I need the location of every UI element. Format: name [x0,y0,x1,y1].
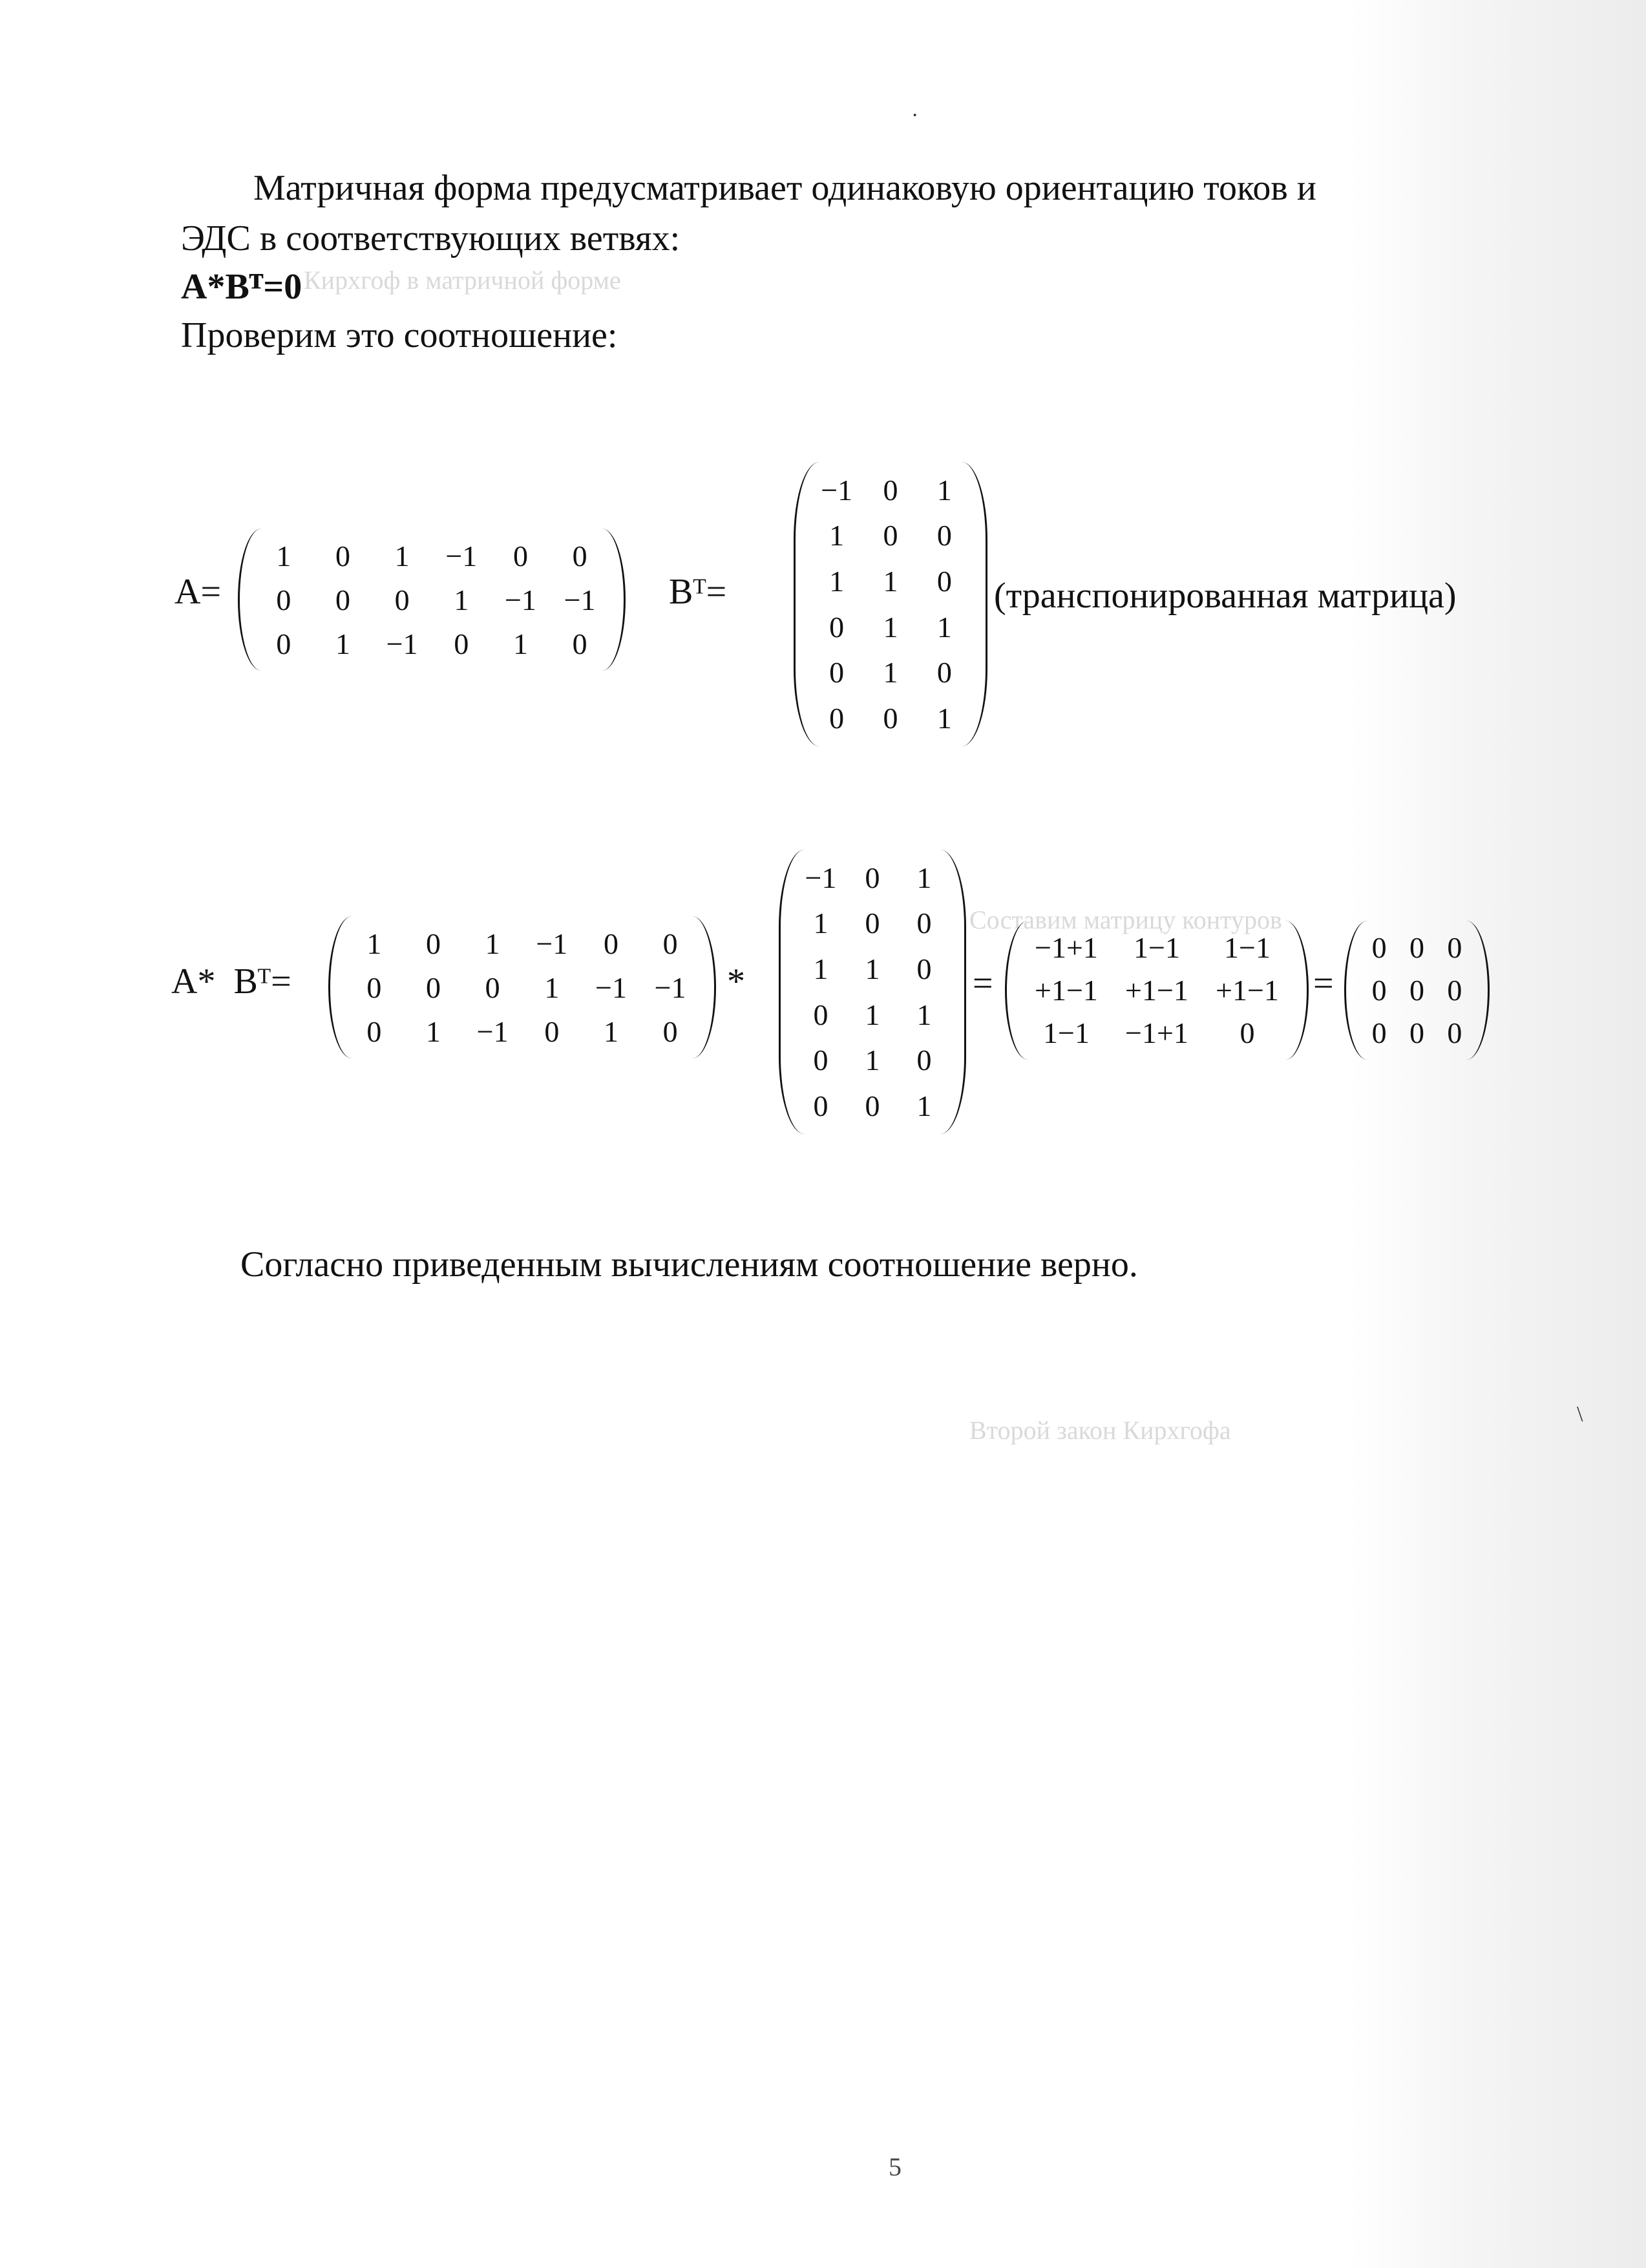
relation-formula: A*Bᵀ=0 [181,267,302,307]
matrix-cell: 0 [916,1044,932,1077]
matrix-cell: 0 [936,656,952,689]
transposed-note: (транспонированная матрица) [994,576,1457,616]
matrix-cell: 0 [916,952,932,986]
matrix-cell: 0 [1447,1016,1462,1050]
matrix-bt [794,462,987,746]
matrix-a-label: A= [174,572,222,612]
matrix-cell: 1 [425,1014,441,1048]
matrix-cell: 0 [813,1044,828,1077]
matrix-cell: 0 [1371,1016,1387,1050]
matrix-cell: 0 [425,971,441,1004]
result-zero-matrix [1344,921,1490,1060]
matrix-cell: 1 [936,473,952,507]
matrix-cell: 0 [936,565,952,598]
page-number: 5 [889,2152,902,2181]
scan-speck: \ [1577,1402,1583,1426]
bleed-through-text: Кирхгоф в матричной форме [304,266,621,295]
matrix-cell: 1 [544,971,560,1004]
conclusion-text: Согласно приведенным вычислениям соотношение верно. [240,1244,1138,1285]
matrix-cell: 0 [1371,930,1387,964]
matrix-cell: 0 [425,927,441,960]
equals-sign-1: = [973,963,993,1003]
matrix-cell: 0 [366,1014,382,1048]
matrix-cell: 0 [865,907,880,940]
matrix-cell: 0 [335,539,350,572]
matrix-cell: 0 [936,519,952,552]
matrix-cell: 1 [865,998,880,1031]
matrix-cell: 1 [916,998,932,1031]
matrix-cell: 1−1 [1224,930,1271,964]
product-matrix-a [328,916,716,1058]
matrix-cell: 1 [883,610,898,644]
matrix-cell: 0 [813,998,828,1031]
matrix-cell: 0 [572,539,587,572]
matrix-cell: 1 [829,565,845,598]
equals-sign-2: = [1313,963,1334,1003]
matrix-cell: 1 [936,610,952,644]
matrix-cell: 1 [865,952,880,986]
matrix-cell: 0 [829,610,845,644]
matrix-cell: 0 [454,627,469,660]
matrix-cell: 1−1 [1043,1016,1090,1050]
matrix-cell: −1+1 [1035,930,1098,964]
matrix-cell: 0 [512,539,528,572]
matrix-cell: 0 [335,583,350,616]
matrix-cell: 0 [394,583,410,616]
matrix-cell: −1+1 [1125,1016,1188,1050]
matrix-cell: 0 [366,971,382,1004]
matrix-cell: +1−1 [1216,973,1279,1007]
matrix-cell: 0 [865,861,880,894]
product-matrix-bt [779,850,966,1134]
matrix-cell: 0 [276,627,291,660]
intro-line-1: Матричная форма предусматривает одинаковую ориентацию токов и [253,168,1316,208]
matrix-cell: −1 [386,627,418,660]
matrix-cell: 1 [916,1089,932,1123]
matrix-cell: −1 [476,1014,509,1048]
matrix-cell: 0 [572,627,587,660]
matrix-cell: 0 [1409,930,1424,964]
matrix-bt-label: Bᵀ= [669,572,727,612]
expanded-matrix [1005,921,1309,1060]
matrix-cell: 0 [883,473,898,507]
product-label: A* Bᵀ= [171,961,291,1002]
matrix-cell: 0 [603,927,618,960]
matrix-cell: −1 [445,539,478,572]
matrix-cell: 1 [335,627,350,660]
matrix-cell: −1 [505,583,536,616]
matrix-cell: 0 [1409,973,1424,1007]
matrix-cell: 1 [512,627,528,660]
matrix-cell: 1 [936,702,952,735]
matrix-cell: 0 [813,1089,828,1123]
matrix-a [238,529,626,671]
matrix-cell: 0 [1409,1016,1424,1050]
matrix-cell: 1 [366,927,382,960]
matrix-cell: 1 [883,656,898,689]
matrix-cell: 0 [865,1089,880,1123]
matrix-cell: 0 [829,656,845,689]
matrix-cell: 1 [603,1014,618,1048]
matrix-cell: 0 [883,702,898,735]
matrix-cell: −1 [595,971,627,1004]
matrix-cell: 1 [485,927,500,960]
matrix-cell: 1 [276,539,291,572]
matrix-cell: 0 [662,1014,678,1048]
matrix-cell: 0 [829,702,845,735]
matrix-cell: −1 [564,583,596,616]
matrix-cell: 1−1 [1134,930,1180,964]
matrix-cell: 1 [829,519,845,552]
intro-line-2: ЭДС в соответствующих ветвях: [181,218,681,258]
check-text: Проверим это соотношение: [181,315,618,355]
matrix-cell: −1 [536,927,568,960]
matrix-cell: 1 [916,861,932,894]
times-sign: * [727,961,745,1002]
matrix-cell: +1−1 [1125,973,1188,1007]
matrix-cell: 0 [662,927,678,960]
matrix-cell: −1 [654,971,686,1004]
matrix-cell: −1 [805,861,837,894]
matrix-cell: 1 [813,952,828,986]
matrix-cell: 0 [485,971,500,1004]
matrix-cell: 0 [276,583,291,616]
scan-speck: · [911,103,919,127]
matrix-cell: 0 [883,519,898,552]
matrix-cell: 0 [1447,973,1462,1007]
matrix-cell: 1 [883,565,898,598]
matrix-cell: 1 [865,1044,880,1077]
matrix-cell: +1−1 [1035,973,1098,1007]
matrix-cell: 1 [454,583,469,616]
bleed-through-text: Составим матрицу контуров [969,905,1282,934]
matrix-cell: 1 [813,907,828,940]
matrix-cell: 0 [1447,930,1462,964]
matrix-cell: 0 [544,1014,560,1048]
matrix-cell: 0 [1240,1016,1255,1050]
matrix-cell: 0 [1371,973,1387,1007]
bleed-through-text: Второй закон Кирхгофа [969,1416,1231,1445]
matrix-cell: −1 [821,473,853,507]
matrix-cell: 1 [394,539,410,572]
matrix-cell: 0 [916,907,932,940]
